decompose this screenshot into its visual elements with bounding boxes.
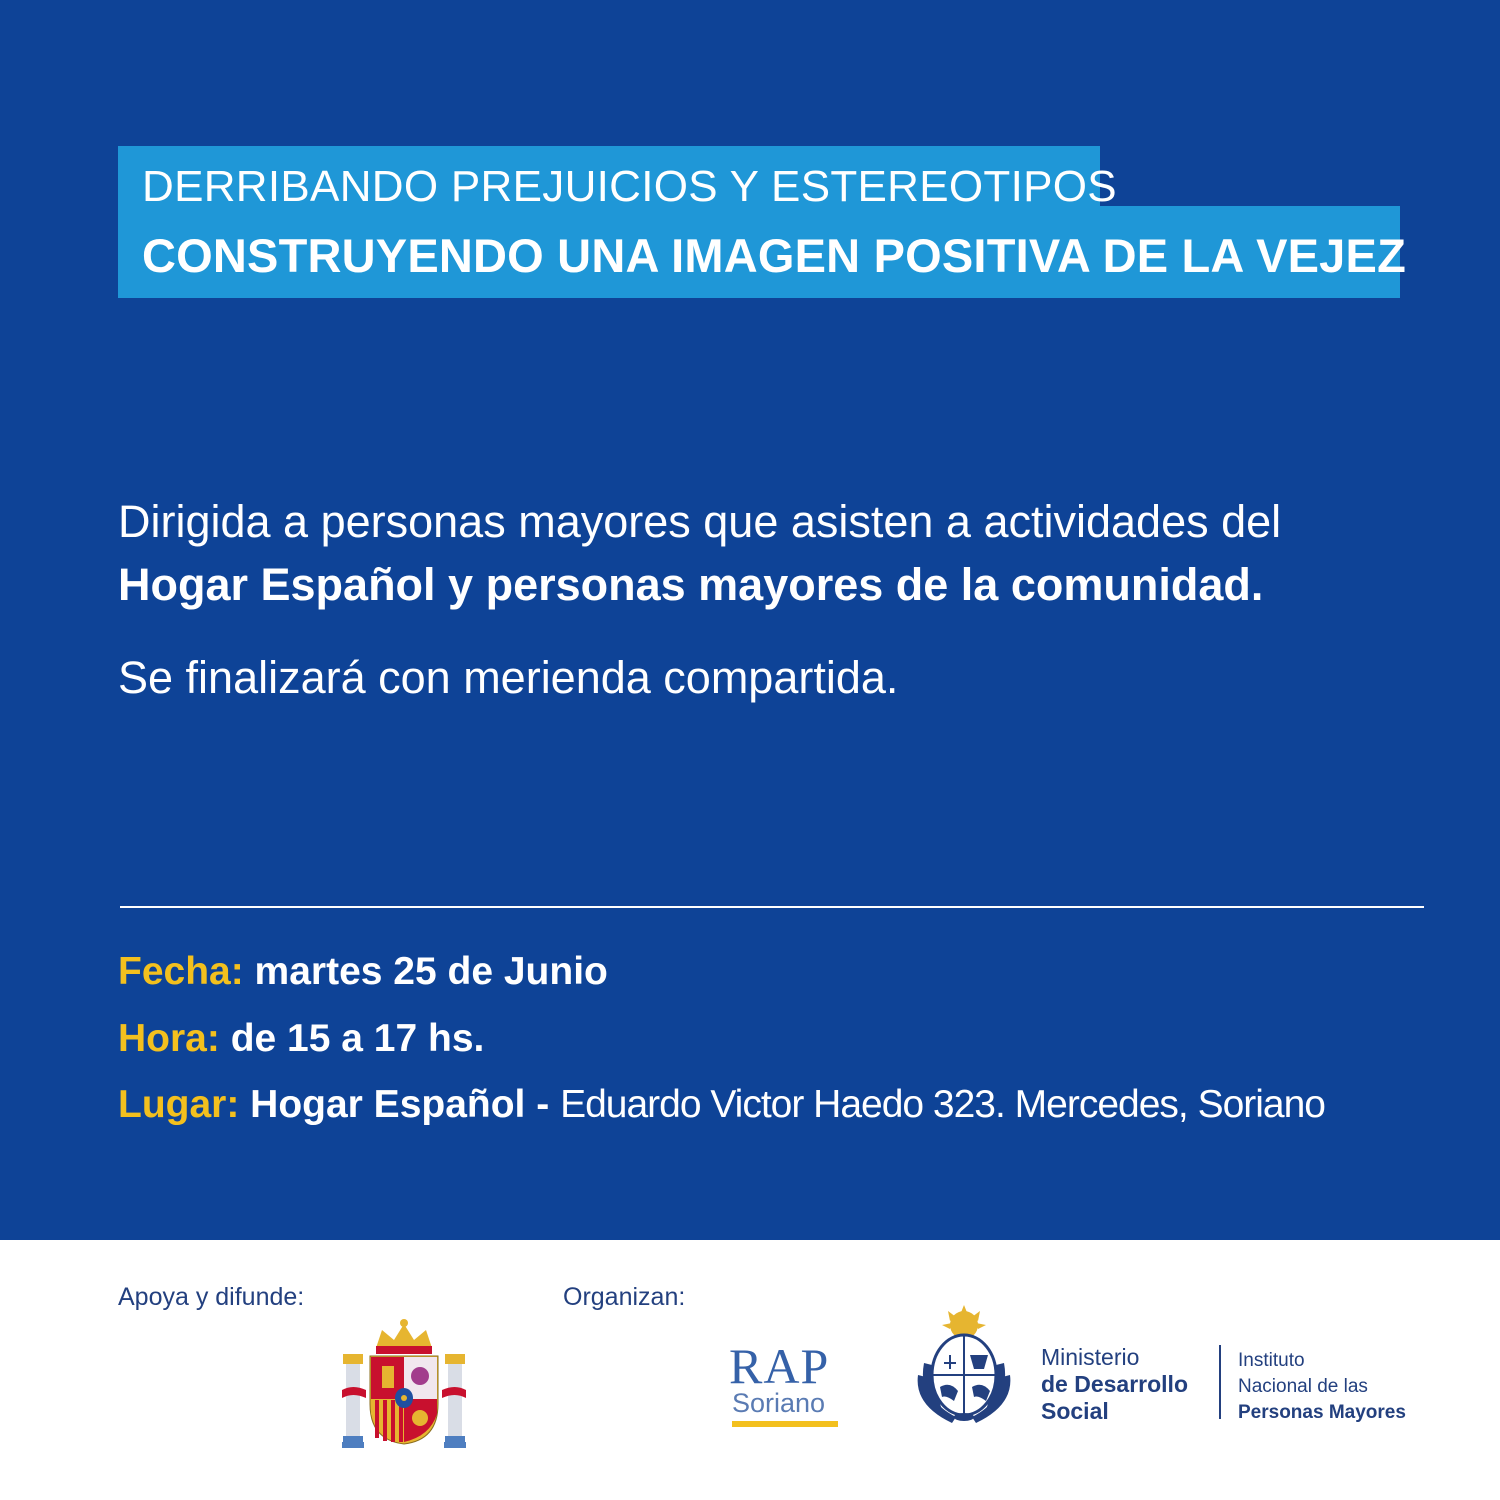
rap-logo-name: RAP	[729, 1338, 830, 1394]
description	[118, 490, 1438, 616]
rap-soriano-logo	[727, 1337, 842, 1427]
inmayores-line-2: Nacional de las	[1238, 1376, 1368, 1397]
poster-subtitle: DERRIBANDO PREJUICIOS Y ESTEREOTIPOS	[142, 162, 1117, 211]
inmayores-line-1: Instituto	[1238, 1350, 1305, 1371]
mides-logo-text	[1041, 1344, 1188, 1425]
time-value: de 15 a 17 hs.	[230, 1017, 485, 1060]
rap-logo-subname: Soriano	[732, 1388, 826, 1418]
description-line-2: Hogar Español y personas mayores de la comunidad.	[118, 559, 1264, 610]
description-line-1: Dirigida a personas mayores que asisten a actividades del	[118, 496, 1282, 547]
mides-line-2: de Desarrollo	[1041, 1371, 1188, 1397]
place-label: Lugar:	[118, 1083, 240, 1126]
date-value: martes 25 de Junio	[254, 950, 608, 993]
rap-logo-underline	[732, 1421, 838, 1427]
place-name: Hogar Español -	[250, 1083, 550, 1126]
spain-coat-of-arms-icon	[338, 1318, 470, 1450]
uruguay-coat-of-arms-icon	[904, 1305, 1024, 1425]
organizers-label: Organizan:	[563, 1283, 686, 1311]
inmayores-logo-text	[1238, 1348, 1406, 1426]
closing-note: Se finalizará con merienda compartida.	[118, 652, 899, 703]
mides-line-1: Ministerio	[1041, 1344, 1140, 1370]
time-row	[118, 1017, 484, 1061]
divider	[120, 906, 1424, 908]
place-row	[118, 1083, 1325, 1127]
date-row	[118, 950, 608, 994]
date-label: Fecha:	[118, 950, 244, 993]
inmayores-line-3: Personas Mayores	[1238, 1402, 1406, 1423]
time-label: Hora:	[118, 1017, 220, 1060]
place-address: Eduardo Victor Haedo 323. Mercedes, Soriano	[560, 1083, 1325, 1126]
poster-title: CONSTRUYENDO UNA IMAGEN POSITIVA DE LA VEJEZ	[142, 229, 1406, 282]
logo-separator	[1219, 1345, 1221, 1419]
support-label: Apoya y difunde:	[118, 1283, 305, 1311]
mides-line-3: Social	[1041, 1398, 1109, 1424]
